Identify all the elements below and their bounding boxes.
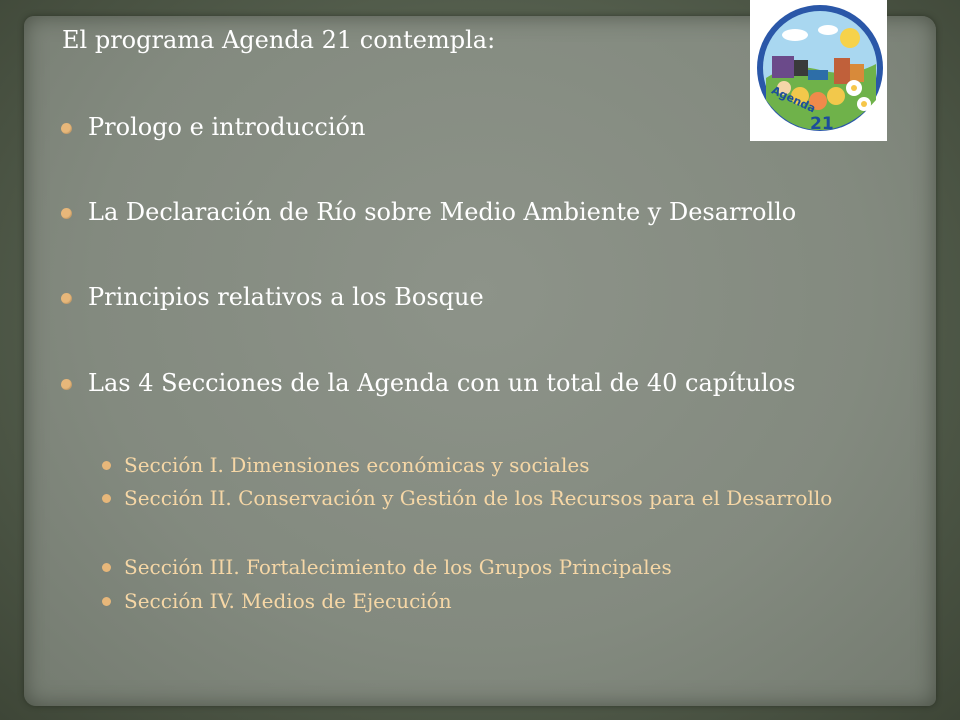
- bullet-text: Principios relativos a los Bosque: [88, 283, 484, 311]
- sub-bullet-text: Sección IV. Medios de Ejecución: [124, 589, 452, 613]
- slide-title: El programa Agenda 21 contempla:: [62, 26, 496, 54]
- sub-bullet-item: [124, 586, 884, 616]
- sub-bullet-text: Sección III. Fortalecimiento de los Grupos Principales: [124, 555, 672, 579]
- bullet-item: [88, 369, 795, 397]
- sub-bullet-item: [124, 450, 884, 480]
- bullet-text: La Declaración de Río sobre Medio Ambiente y Desarrollo: [88, 198, 797, 226]
- sub-bullet-item: [124, 483, 884, 513]
- bullet-dot-icon: [61, 293, 72, 304]
- sub-bullet-dot-icon: [102, 597, 111, 606]
- bullet-dot-icon: [61, 123, 72, 134]
- bullet-item: [88, 113, 365, 141]
- agenda21-logo: [750, 0, 887, 141]
- sub-bullet-dot-icon: [102, 563, 111, 572]
- bullet-item: [88, 283, 484, 311]
- bullet-item: [88, 198, 796, 226]
- logo-text: Agenda: [769, 83, 818, 116]
- bullet-text: Las 4 Secciones de la Agenda con un total de 40 capítulos: [88, 369, 796, 397]
- logo-number: 21: [810, 114, 834, 134]
- sub-bullet-dot-icon: [102, 461, 111, 470]
- bullet-dot-icon: [61, 379, 72, 390]
- sub-bullet-text: Sección II. Conservación y Gestión de los Recursos para el Desarrollo: [124, 486, 833, 510]
- sub-bullet-dot-icon: [102, 494, 111, 503]
- bullet-dot-icon: [61, 208, 72, 219]
- bullet-text: Prologo e introducción: [88, 113, 366, 141]
- sub-bullet-text: Sección I. Dimensiones económicas y sociales: [124, 453, 590, 477]
- sub-bullet-item: [124, 552, 884, 582]
